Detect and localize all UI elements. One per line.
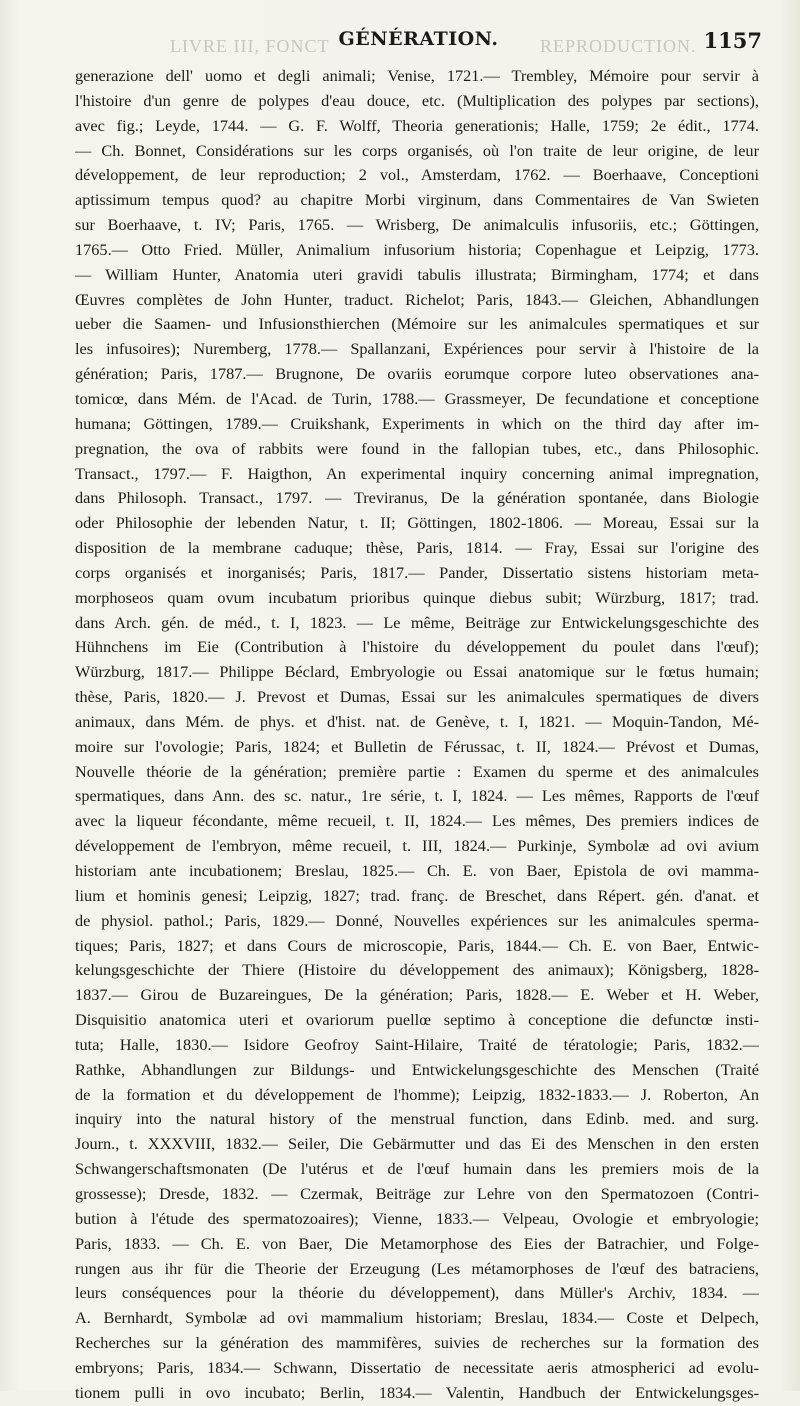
text-line: — Ch. Bonnet, Considérations sur les corps organisés, où l'on traite de leur origine, de leur [75,140,759,160]
text-line: animaux, dans Mém. de phys. et d'hist. nat. de Genève, t. I, 1821. — Moquin-Tandon, Mé- [75,711,759,731]
text-line: spermatiques, dans Ann. des sc. natur., 1re série, t. I, 1824. — Les mêmes, Rapports de l'œuf [75,786,759,806]
text-line: rungen aus ihr für die Theorie der Erzeugung (Les métamorphoses de l'œuf des batraciens, [75,1258,759,1278]
text-line: generazione dell' uomo et degli animali; Venise, 1721.— Trembley, Mémoire pour servir à [75,66,759,85]
text-line: oder Philosophie der lebenden Natur, t. II; Göttingen, 1802-1806. — Moreau, Essai sur la [75,513,759,533]
text-line: leurs conséquences pour la théorie du développement), dans Müller's Archiv, 1834. — [75,1283,759,1303]
text-line: historiam ante incubationem; Breslau, 1825.— Ch. E. von Baer, Epistola de ovi mamma- [75,861,759,880]
text-line: tiques; Paris, 1827; et dans Cours de microscopie, Paris, 1844.— Ch. E. von Baer, Entwic- [75,935,759,955]
text-line: les infusoires); Nuremberg, 1778.— Spallanzani, Expériences pour servir à l'histoire de la [75,339,759,359]
text-line: lium et hominis genesi; Leipzig, 1827; trad. franç. de Breschet, dans Répert. gén. d'anat. et [75,885,759,905]
text-line: tionem pulli in ovo incubato; Berlin, 1834.— Valentin, Handbuch der Entwickelungsges- [75,1382,759,1402]
page-number: 1157 [703,28,762,53]
text-line: Nouvelle théorie de la génération; première partie : Examen du sperme et des animalcules [75,761,759,781]
text-line: l'histoire d'un genre de polypes d'eau douce, etc. (Multiplication des polypes par sections), [75,90,759,110]
text-line: avec la liqueur fécondante, même recueil, t. II, 1824.— Les mêmes, Des premiers indices de [75,811,759,831]
text-line: développement de l'embryon, même recueil, t. III, 1824.— Purkinje, Symbolæ ad ovi avium [75,836,759,856]
text-line: disposition de la membrane caduque; thèse, Paris, 1814. — Fray, Essai sur l'origine des [75,538,759,558]
text-line: — William Hunter, Anatomia uteri gravidi tabulis illustrata; Birmingham, 1774; et dans [75,264,759,284]
text-line: 1765.— Otto Fried. Müller, Animalium infusorium historia; Copenhague et Leipzig, 1773. [75,239,759,259]
text-line: ueber die Saamen- und Infusionsthierchen (Mémoire sur les animalcules spermatiques et sur [75,314,759,334]
text-line: développement, de leur reproduction; 2 vol., Amsterdam, 1762. — Boerhaave, Conceptioni [75,165,759,185]
text-line: dans Philosoph. Transact., 1797. — Treviranus, De la génération spontanée, dans Biologie [75,488,759,508]
text-line: bution à l'étude des spermatozoaires); Vienne, 1833.— Velpeau, Ovologie et embryologie; [75,1208,759,1228]
text-line: pregnation, the ova of rabbits were found in the fallopian tubes, etc., dans Philosophic. [75,438,759,458]
text-line: génération; Paris, 1787.— Brugnone, De ovariis eorumque corpore luteo observationes ana- [75,364,759,384]
text-line: Paris, 1833. — Ch. E. von Baer, Die Metamorphose des Eies der Batrachier, und Folge- [75,1233,759,1253]
running-header [75,28,762,58]
running-title: GÉNÉRATION. [338,28,499,50]
text-line: thèse, Paris, 1820.— J. Prevost et Dumas, Essai sur les animalcules spermatiques de divers [75,687,759,707]
text-line: Rathke, Abhandlungen zur Bildungs- und Entwickelungsgeschichte des Menschen (Traité [75,1059,759,1079]
text-line: inquiry into the natural history of the menstrual function, dans Edinb. med. and surg. [75,1109,759,1129]
show-through-text-left: LIVRE III, FONCT [170,36,330,56]
text-line: kelungsgeschichte der Thiere (Histoire du développement des animaux); Königsberg, 1828- [75,960,759,980]
text-line: Journ., t. XXXVIII, 1832.— Seiler, Die Gebärmutter und das Ei des Menschen in den ersten [75,1134,759,1154]
text-line: Recherches sur la génération des mammifères, suivies de recherches sur la formation des [75,1333,759,1353]
text-line: grossesse); Dresde, 1832. — Czermak, Beiträge zur Lehre von den Spermatozoen (Contri- [75,1183,759,1203]
text-line: dans Arch. gén. de méd., t. I, 1823. — Le même, Beiträge zur Entwickelungsgeschichte des [75,612,759,632]
text-line: Hühnchens im Eie (Contribution à l'histoire du développement du poulet dans l'œuf); [75,637,759,657]
text-line: humana; Göttingen, 1789.— Cruikshank, Experiments in which on the third day after im- [75,413,759,433]
text-line: de la formation et du développement de l'homme); Leipzig, 1832-1833.— J. Roberton, An [75,1084,759,1104]
text-line: sur Boerhaave, t. IV; Paris, 1765. — Wrisberg, De animalculis infusoriis, etc.; Göttingen, [75,215,759,235]
text-line: embryons; Paris, 1834.— Schwann, Dissertatio de necessitate aeris atmospherici ad evolu- [75,1357,759,1377]
text-line: Schwangerschaftsmonaten (De l'utérus et de l'œuf humain dans les premiers mois de la [75,1159,759,1179]
text-line: aptissimum tempus quod? au chapitre Morbi virginum, dans Commentaires de Van Swieten [75,190,759,210]
text-line: de physiol. pathol.; Paris, 1829.— Donné, Nouvelles expériences sur les animalcules sperma- [75,910,759,930]
text-line: Transact., 1797.— F. Haigthon, An experimental inquiry concerning animal impregnation, [75,463,759,483]
text-line: corps organisés et inorganisés; Paris, 1817.— Pander, Dissertatio sistens historiam meta- [75,562,759,582]
text-line: A. Bernhardt, Symbolæ ad ovi mammalium historiam; Breslau, 1834.— Coste et Delpech, [75,1308,759,1328]
text-line: avec fig.; Leyde, 1744. — G. F. Wolff, Theoria generationis; Halle, 1759; 2e édit., 1774. [75,115,759,135]
text-line: 1837.— Girou de Buzareingues, De la génération; Paris, 1828.— E. Weber et H. Weber, [75,985,759,1005]
text-line: tomicœ, dans Mém. de l'Acad. de Turin, 1788.— Grassmeyer, De fecundatione et conceptione [75,388,759,408]
show-through-text-right: REPRODUCTION. [540,36,697,56]
text-line: Disquisitio anatomica uteri et ovariorum puellœ septimo à conceptione die defunctœ insti- [75,1010,759,1030]
text-line: moire sur l'ovologie; Paris, 1824; et Bulletin de Férussac, t. II, 1824.— Prévost et Dumas, [75,736,759,756]
bibliography-text [75,64,759,1406]
text-line: tuta; Halle, 1830.— Isidore Geofroy Saint-Hilaire, Traité de tératologie; Paris, 1832.— [75,1034,759,1054]
text-line: morphoseos quam ovum incubatum prioribus quinque diebus subit; Würzburg, 1817; trad. [75,587,759,607]
text-line: Würzburg, 1817.— Philippe Béclard, Embryologie ou Essai anatomique sur le fœtus humain; [75,662,759,682]
text-line: Œuvres complètes de John Hunter, traduct. Richelot; Paris, 1843.— Gleichen, Abhandlungen [75,289,759,309]
